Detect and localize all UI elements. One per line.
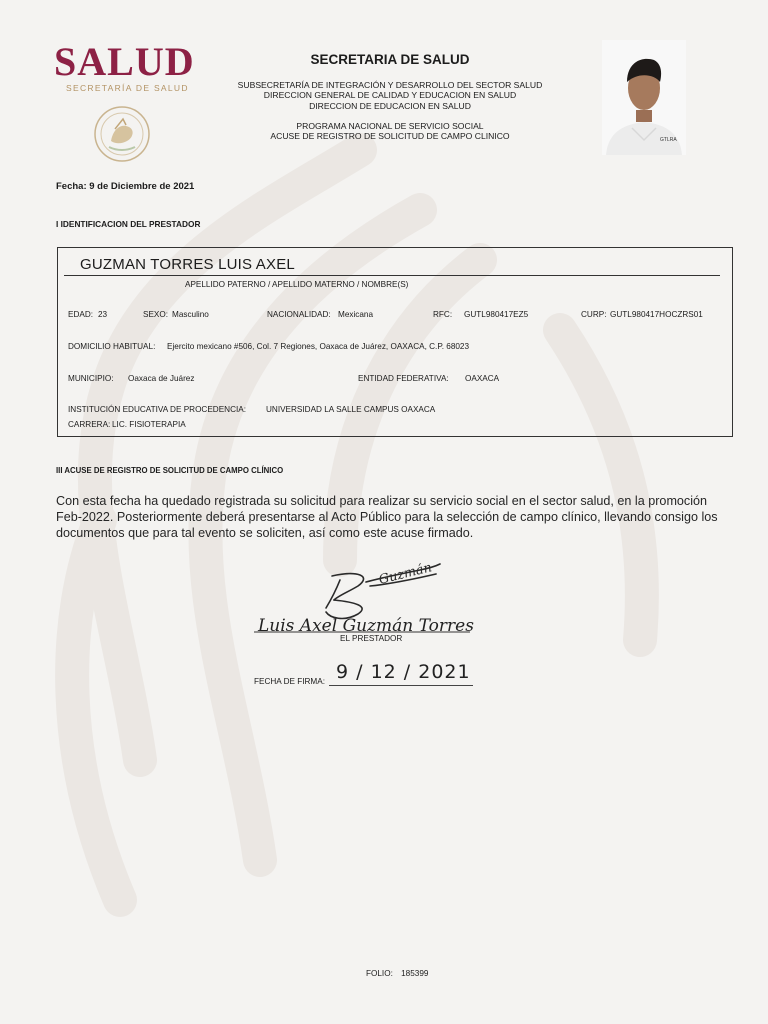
header-subtitle-lines [220,80,560,111]
domicilio-label: DOMICILIO HABITUAL: [68,342,156,351]
signature-scribble: Guzmán [377,560,434,588]
entidad-value: OAXACA [465,374,500,383]
program-line: ACUSE DE REGISTRO DE SOLICITUD DE CAMPO CLINICO [270,131,510,142]
sexo-value: Masculino [172,310,209,319]
program-lines [220,121,560,142]
header-line: DIRECCION GENERAL DE CALIDAD Y EDUCACION EN SALUD [263,90,517,101]
name-underline [64,275,720,276]
rfc-label: RFC: [433,310,453,319]
domicilio-value: Ejercito mexicano #506, Col. 7 Regiones, Oaxaca de Juárez, OAXACA, C.P. 68023 [167,342,470,351]
section-title-acuse: III ACUSE DE REGISTRO DE SOLICITUD DE CAMPO CLÍNICO [56,466,284,475]
national-seal-icon [93,105,151,163]
municipio-value: Oaxaca de Juárez [128,374,195,383]
section-title-identificacion: I IDENTIFICACION DEL PRESTADOR [56,219,201,229]
institucion-value: UNIVERSIDAD LA SALLE CAMPUS OAXACA [266,405,436,414]
salud-logo: SALUD [54,39,195,84]
folio-value: 185399 [401,969,429,978]
signature-handwritten-name: Luis Axel Guzmán Torres [258,616,474,636]
header-line: SUBSECRETARÍA DE INTEGRACIÓN Y DESARROLLO DEL SECTOR SALUD [237,80,543,90]
salud-logo-subtitle: SECRETARÍA DE SALUD [66,83,189,93]
acuse-paragraph: Con esta fecha ha quedado registrada su solicitud para realizar su servicio social en el sector salud, en la promoción Feb-2022. Posteriormente deberá presentarse al Acto Público para la selección de campo clínico, llevando consigo los documentos que para tal evento se soliciten, así como este acuse firmado. [56,494,718,541]
fecha-firma-label: FECHA DE FIRMA: [254,677,325,686]
photo-id-stamp: GTLRA [660,137,677,143]
edad-label: EDAD: [68,310,94,319]
sexo-label: SEXO: [143,310,169,319]
name-caption: APELLIDO PATERNO / APELLIDO MATERNO / NOMBRE(S) [185,280,409,289]
edad-value: 23 [98,310,108,319]
nacionalidad-value: Mexicana [338,310,374,319]
curp-label: CURP: [581,310,607,319]
carrera-label: CARRERA: [68,420,111,429]
prestador-name: GUZMAN TORRES LUIS AXEL [80,256,295,273]
institucion-label: INSTITUCIÓN EDUCATIVA DE PROCEDENCIA: [68,405,247,414]
signature-caption: EL PRESTADOR [340,634,403,643]
fecha-firma-line [329,685,473,686]
header-line: DIRECCION DE EDUCACION EN SALUD [309,100,471,111]
fecha-firma-value: 9 / 12 / 2021 [336,661,471,683]
document-title: SECRETARIA DE SALUD [310,52,470,67]
entidad-label: ENTIDAD FEDERATIVA: [358,374,449,383]
nacionalidad-label: NACIONALIDAD: [267,310,331,319]
document-date: Fecha: 9 de Diciembre de 2021 [56,181,195,192]
program-line: PROGRAMA NACIONAL DE SERVICIO SOCIAL [296,121,484,131]
rfc-value: GUTL980417EZ5 [464,310,529,319]
municipio-label: MUNICIPIO: [68,374,114,383]
carrera-value: LIC. FISIOTERAPIA [112,420,186,429]
folio-label: FOLIO: [366,969,393,978]
folio [366,969,428,978]
curp-value: GUTL980417HOCZRS01 [610,310,703,319]
